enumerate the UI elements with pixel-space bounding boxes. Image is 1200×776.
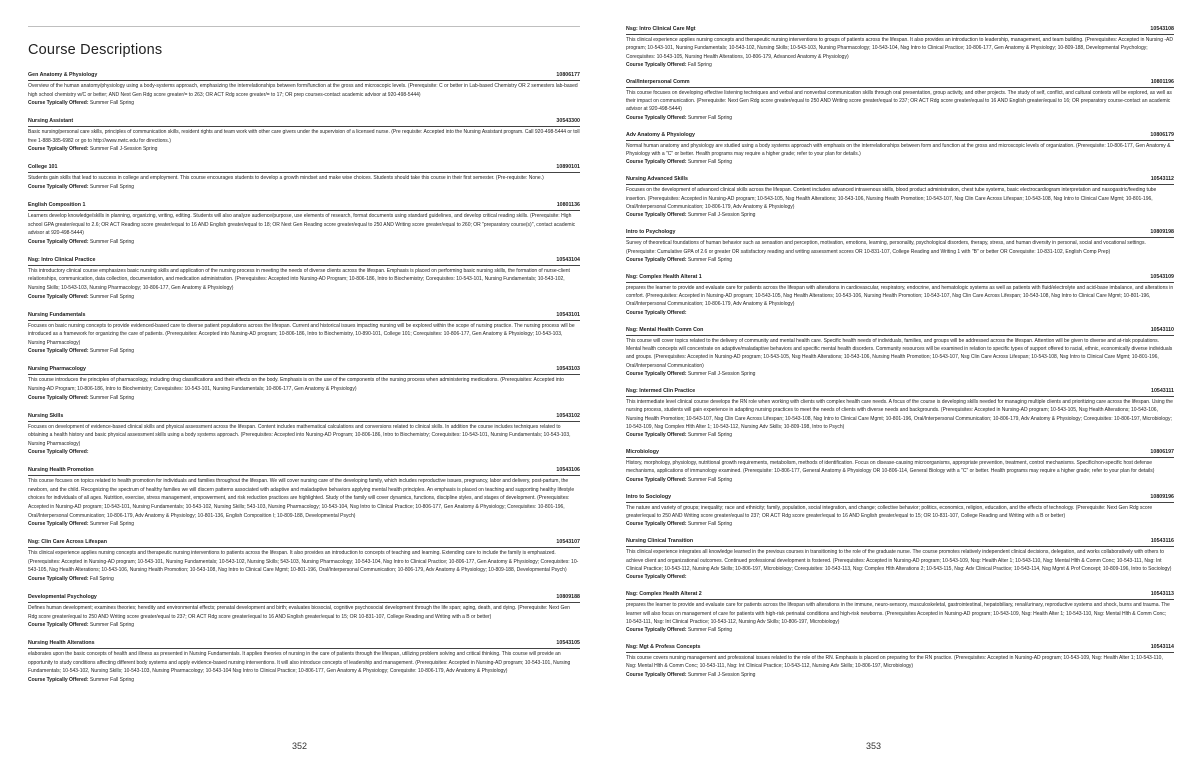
course-code: 10543108 bbox=[1150, 26, 1174, 32]
page-title: Course Descriptions bbox=[28, 42, 163, 58]
course-entry bbox=[28, 72, 580, 107]
course-description: This course covers nursing management and professional issues related to the role of the RN. Emphasis is placed on preparing for the RN practice. (Prerequisites: Accepted in Nursing-AD program; 10-543-109, Nsg: Health Alter 1; 10-543-110, Nsg: Mental Hlth & Comm Conc; 10-543-111, Nsg: Int Clinical Practice; 10-543-112, Nursing Adv Skills; 10-806-197, Microbiology) bbox=[626, 655, 1163, 670]
course-description: History, morphology, physiology, nutritional growth requirements, metabolism, methods of identification. Focus on disease-causing microorganisms, appropriate prevention, treatment, control mechanisms. Specific/non-specific host defense mechanisms, applications of immunology examined. (Prerequisite: 10-806-177, General Anatomy & Physiology OR 10-806-114, General Biology with a "C" or better. Health programs may require a higher grade; refer to your plan for details) bbox=[626, 460, 1155, 475]
course-entry bbox=[626, 26, 1174, 69]
course-name: Nursing Assistant bbox=[28, 118, 74, 125]
offered-terms: Summer Fall Spring bbox=[687, 432, 733, 439]
offered-label: Course Typically Offered: bbox=[28, 238, 89, 245]
course-offered bbox=[626, 309, 1174, 317]
course-list bbox=[28, 72, 580, 684]
offered-terms: Summer Fall Spring bbox=[89, 293, 135, 300]
course-offered bbox=[626, 431, 1174, 439]
offered-terms: Summer Fall Spring bbox=[687, 521, 733, 528]
course-header bbox=[626, 591, 1174, 600]
course-offered bbox=[28, 621, 580, 629]
course-name: Intro to Sociology bbox=[626, 493, 672, 500]
course-name: Developmental Psychology bbox=[28, 594, 97, 601]
course-header bbox=[28, 539, 580, 548]
offered-label: Course Typically Offered: bbox=[28, 394, 89, 401]
course-offered bbox=[28, 448, 580, 456]
course-header bbox=[626, 79, 1174, 88]
course-header bbox=[28, 640, 580, 649]
course-offered bbox=[626, 476, 1174, 484]
course-name: Oral/Interpersonal Comm bbox=[626, 78, 690, 85]
course-header bbox=[626, 449, 1174, 458]
course-offered bbox=[28, 99, 580, 107]
course-description: This course introduces the principles of pharmacology, including drug classifications and their effects on the body. Emphasis is on the use of the components of the nursing process when administering medications. (Prerequisites: Accepted into Nursing-AD Program; 10-806-186, Intro to Biochemistry; Corequisites: 10-543-101, Nursing Fundamentals; 10-806-177, Gen Anatomy & Physiology) bbox=[28, 377, 564, 392]
offered-label: Course Typically Offered: bbox=[626, 521, 687, 528]
course-offered bbox=[626, 158, 1174, 166]
course-header bbox=[626, 176, 1174, 185]
course-code: 10809196 bbox=[1150, 493, 1174, 500]
course-header bbox=[626, 132, 1174, 141]
course-code: 30543300 bbox=[556, 118, 580, 125]
course-header bbox=[626, 494, 1174, 503]
course-entry bbox=[626, 274, 1174, 317]
course-entry bbox=[626, 327, 1174, 378]
course-name: Nsg: Clin Care Across Lifespan bbox=[28, 539, 107, 546]
offered-terms: Summer Fall Spring bbox=[687, 256, 733, 263]
course-header bbox=[28, 72, 580, 81]
course-description: prepares the learner to provide and evaluate care for patients across the lifespan with alterations in cardiovascular, respiratory, endocrine, and hematologic systems as well as patients with fluid/electrolyte and acid-base imbalance, and alterations in comfort. (Prerequisites: Accepted in Nursing-AD program; 10-543-105, Nsg Health Alterations; 10-543-106, Nursing Health Promotion; 10-543-107, Nsg Clin Care Across Lifespan; 10-543-108, Nsg Intro to Clinical Care Mgmt; 10-801-196, Oral/Interpersonal Communication; 10-806-179, Adv Anatomy & Physiology) bbox=[626, 284, 1174, 308]
course-code: 10806197 bbox=[1150, 449, 1174, 456]
course-list bbox=[626, 26, 1174, 679]
course-offered bbox=[28, 575, 580, 583]
course-offered bbox=[28, 347, 580, 355]
course-description: This introductory clinical course emphasizes basic nursing skills and application of the nursing process in meeting the needs of diverse clients across the lifespan. Emphasis is placed on performing basic nursing skills, the formation of nurse-client relationships, communication, data collection, documentation, and medication administration. (Prerequisites: Accepted into Nursing-AD Program; 10-806-186, Intro to Biochemistry; Corequisites: 10-543-101, Nursing Fundamentals; 10-543-102, Nursing Skills; 10-543-103, Nursing Pharmacology; 10-806-177, Gen Anatomy & Physiology) bbox=[28, 267, 570, 291]
course-code: 10543114 bbox=[1150, 644, 1174, 651]
course-code: 10801196 bbox=[1150, 78, 1174, 85]
offered-terms: Summer Fall Spring bbox=[89, 348, 135, 355]
course-description: Overview of the human anatomy/physiology using a body-systems approach, emphasizing the interrelationships between form/function at the gross and microscopic levels. (Prerequisite: C or better in Lab-based Chemistry OR 2 semesters lab-based high school chemistry w/C or better; AND Next Gen Rdg score greater/= to 263; OR ACT Rdg score greater/= to 17; OR prep courses-contact academic advisor at 920-498-5444) bbox=[28, 83, 578, 98]
offered-terms: Summer Fall Spring bbox=[89, 677, 135, 683]
offered-label: Course Typically Offered: bbox=[626, 432, 687, 439]
offered-label: Course Typically Offered: bbox=[626, 671, 687, 678]
course-name: College 101 bbox=[28, 164, 58, 171]
course-description: Students gain skills that lead to success in college and employment. This course encourages students to develop a growth mindset and make wise choices. Students should take this course in their first semester. (Pre-requisite: None.) bbox=[28, 175, 544, 182]
course-header bbox=[28, 118, 580, 127]
page-number: 353 bbox=[866, 741, 882, 751]
course-offered bbox=[28, 676, 580, 684]
offered-label: Course Typically Offered: bbox=[626, 159, 687, 166]
course-code: 10543105 bbox=[556, 640, 580, 647]
offered-terms: Summer Fall Spring bbox=[687, 159, 733, 166]
course-description: This clinical experience applies nursing concepts and therapeutic nursing interventions to groups of patients across the lifespan. It also provides an introduction to leadership, management, and team building. (Prerequisites: Accepted in Nursing -AD program; 10-543-101, Nursing Fundamentals; 10-543-102, Nursing Skills; 10-543-103, Nursing Pharmacology; 10-543-104, Nsg Intro to Clinical Practice; 10-806-177, Gen Anatomy & Physiology; 10-809-188, Developmental Psychology; Corequisites: 10-543-105, Nursing Health Alterations, 10-806-179, Advanced Anatomy & Physiology) bbox=[626, 37, 1173, 60]
offered-label: Course Typically Offered: bbox=[28, 293, 89, 300]
course-code: 10809198 bbox=[1150, 229, 1174, 236]
course-name: English Composition 1 bbox=[28, 201, 86, 208]
course-code: 10543101 bbox=[556, 311, 580, 318]
offered-label: Course Typically Offered: bbox=[28, 183, 89, 190]
course-entry bbox=[28, 539, 580, 583]
course-name: Gen Anatomy & Physiology bbox=[28, 72, 98, 78]
course-entry bbox=[626, 229, 1174, 264]
offered-terms: Summer Fall Spring bbox=[89, 394, 135, 401]
course-entry bbox=[626, 494, 1174, 529]
course-header bbox=[28, 164, 580, 173]
offered-label: Course Typically Offered: bbox=[626, 574, 687, 581]
course-header bbox=[28, 413, 580, 422]
course-offered bbox=[626, 370, 1174, 378]
course-code: 10890101 bbox=[556, 164, 580, 171]
course-description: This clinical experience integrates all knowledge learned in the previous courses in transitioning to the role of the graduate nurse. The course promotes relatively independent clinical decisions, delegation, and works collaboratively with others to achieve client and organizational outcomes. Continued professional development is fostered. (Prerequisites: Accepted in Nursing-AD program; 10-543-109, Nsg: Health Alter 1; 10-543-110, Nsg: Mental Hlth & Comm Conc; 10-543-111, Nsg: Int Clinical Practice; 10-543-112, Nursing Adv Skills; 10-806-197, Microbiology; Corequisites: 10-543-113, Nsg: Complex Hlth Alterations 2; 10-543-115, Nsg: Adv Clinical Practice; 10-543-114, Nsg Mgmt & Prof Concept; 10-809-196, Intro to Sociology) bbox=[626, 549, 1172, 572]
offered-label: Course Typically Offered: bbox=[28, 348, 89, 355]
course-header bbox=[626, 26, 1174, 35]
offered-label: Course Typically Offered: bbox=[28, 677, 89, 683]
course-name: Nsg: Intro Clinical Practice bbox=[28, 256, 96, 263]
course-header bbox=[28, 467, 580, 476]
course-description: elaborates upon the basic concepts of health and illness as presented in Nursing Fundamentals. It applies theories of nursing in the care of patients through the lifespan, utilizing problem solving and critical thinking. This course will provide an opportunity to study conditions affecting different body systems and apply evidence-based nursing interventions. It will also introduce concepts of leadership and management. (Prerequisites: Accepted in Nursing-AD program; 10-543-101, Nursing Fundamentals; 10-543-102, Nursing Skills; 10-543-103, Nursing Pharmacology; 10-543-104 Nsg Intro to Clinical Practice; 10-806-177, Gen Anatomy & Physiology; Corequisite: 10-806-179, Adv Anatomy & Physiology) bbox=[28, 651, 571, 675]
offered-label: Course Typically Offered: bbox=[626, 256, 687, 263]
offered-terms: Summer Fall Spring bbox=[89, 183, 135, 190]
course-code: 10543116 bbox=[1150, 538, 1174, 545]
course-header bbox=[626, 388, 1174, 397]
course-entry bbox=[28, 118, 580, 153]
course-description: Defines human development; examines theories; heredity and environmental effects; prenatal development and birth; evaluates biosocial, cognitive psychosocial development through the life span; aging, death, and dying. (Prerequisite: Next Gen Rdg score greater/equal to 250 AND Writing score greater/equal to 237; OR ACT Rdg score greater/equal to 16 AND English greater/equal to 15; OR 10-831-107, College Reading and Writing with a B or better) bbox=[28, 605, 570, 620]
offered-label: Course Typically Offered: bbox=[28, 576, 89, 583]
offered-terms: Summer Fall J-Session Spring bbox=[687, 212, 756, 219]
top-divider bbox=[28, 26, 580, 27]
course-entry bbox=[28, 594, 580, 629]
course-code: 10543106 bbox=[556, 467, 580, 474]
course-offered bbox=[28, 394, 580, 402]
course-entry bbox=[28, 164, 580, 191]
course-offered bbox=[28, 238, 580, 246]
offered-label: Course Typically Offered: bbox=[28, 521, 89, 528]
offered-terms: Summer Fall Spring bbox=[89, 238, 135, 245]
course-name: Nsg: Intermed Clin Practice bbox=[626, 387, 696, 394]
offered-terms: Summer Fall J-Session Spring bbox=[687, 370, 756, 377]
course-code: 10543112 bbox=[1150, 176, 1174, 183]
offered-label: Course Typically Offered: bbox=[626, 627, 687, 634]
offered-terms: Summer Fall Spring bbox=[687, 476, 733, 483]
course-offered bbox=[626, 626, 1174, 634]
course-description: Focuses on the development of advanced clinical skills across the lifespan. Content includes advanced intravenous skills, blood product administration, chest tube systems, basic electrocardiogram interpretation and nasogastric/feeding tube insertion. (Prerequisites: Accepted in Nursing-AD program; 10-543-105, Nsg Health Alterations; 10-543-106, Nursing Health Promotion; 10-543-107, Nsg Clin Care Across Lifespan; 10-543-108, Nsg Intro to Clinical Care Mgmt; 10-801-196, Oral/Interpersonal Communication; 10-806-179, Adv Anatomy & Physiology) bbox=[626, 187, 1157, 210]
course-offered bbox=[626, 520, 1174, 528]
course-entry bbox=[28, 257, 580, 301]
course-offered bbox=[28, 293, 580, 301]
course-header bbox=[28, 202, 580, 211]
course-offered bbox=[626, 573, 1174, 581]
course-code: 10806177 bbox=[556, 72, 580, 78]
course-code: 10543104 bbox=[556, 256, 580, 263]
course-code: 10543109 bbox=[1150, 273, 1174, 280]
offered-label: Course Typically Offered: bbox=[626, 61, 687, 68]
course-code: 10809188 bbox=[556, 594, 580, 601]
course-offered bbox=[28, 520, 580, 528]
course-name: Nursing Fundamentals bbox=[28, 311, 86, 318]
course-name: Nursing Skills bbox=[28, 412, 64, 419]
course-entry bbox=[626, 132, 1174, 167]
course-offered bbox=[626, 211, 1174, 219]
course-description: This course focuses on developing effective listening techniques and verbal and nonverbal communication skills through oral presentation, group activity, and other projects. The study of self, conflict, and cultural contexts will be explored, as well as their impact on communication. (Prerequisite: Next Gen Rdg score greater/equal to 250 AND Writing score greater/equal to 237; OR ACT Rdg score greater/equal to 16 AND English greater/equal to 16; OR preparatory course-contact an academic advisor at 920-498-5444) bbox=[626, 89, 1172, 113]
course-name: Nursing Health Alterations bbox=[28, 640, 95, 647]
course-description: Learners develop knowledge/skills in planning, organizing, writing, editing. Students will also analyze audience/purpose, use elements of research, format documents using standard guidelines, and develop critical reading skills. (Prerequisite: High school GPA greater/equal to 2.6; OR ACT Reading score greater/equal to 16 AND English greater/equal to 18; OR Next Gen Reading score greater/equal to 250 AND Writing score greater/equal to 260; OR "preparatory course(s)", contact academic advisor at 920-498-5444) bbox=[28, 212, 576, 237]
course-name: Nursing Advanced Skills bbox=[626, 176, 688, 183]
offered-label: Course Typically Offered: bbox=[626, 114, 687, 121]
course-name: Intro to Psychology bbox=[626, 229, 676, 236]
course-description: This intermediate level clinical course develops the RN role when working with clients with complex health care needs. A focus of the course is developing skills needed for managing multiple clients and prioritizing care across the lifespan. Using the nursing process, students will gain experience in adapting nursing practices to meet the needs of clients with diverse needs and backgrounds. (Prerequisites: Accepted in Nursing-AD program; 10-543-105, Nsg Health Alterations; 10-543-106, Nursing Health Promotion; 10-543-107, Nsg Clin Care Across Lifespan; 10-543-108, Nsg Intro to Clinical Care Mgmt; 10-801-196, Oral/Interpersonal Communication; 10-806-179, Adv Anatomy & Physiology; Corequisites: 10-806-197, Microbiology; 10-543-109, Nsg Complex Hlth Alter 1; 10-543-112, Nursing Adv Skills; 10-809-198, Intro to Psych) bbox=[626, 398, 1173, 430]
course-header bbox=[626, 327, 1174, 336]
course-description: Basic nursing/personal care skills, principles of communication skills, resident rights and team work with other care givers under the supervision of a licensed nurse. (Pre requisite: Accepted into the Nursing Assistant program. Call 920-498-5444 or toll free 1-888-385-6982 or go to http://www.nwtc.edu for directions.) bbox=[28, 129, 580, 144]
course-description: Focuses on development of evidence-based clinical skills and physical assessment across the lifespan. Content includes mathematical calculations and conversions related to clinical skills. In addition the course includes techniques related to obtaining a health history and basic physical assessment skills using a body systems approach. (Prerequisites: Accepted into Nursing-AD Program; 10-806-186, Intro to Biochemistry; Corequisites: 10-543-101, Nursing Fundamentals; 10-543-103, Nursing Pharmacology) bbox=[28, 423, 571, 447]
course-offered bbox=[626, 61, 1174, 69]
course-description: Survey of theoretical foundations of human behavior such as sensation and perception, motivation, emotions, learning, personality, psychological disorders, therapy, stress, and human diversity in personal, social and vocational settings. (Prerequisite: Cumulative GPA of 2.6 or greater OR satisfactory reading and writing assessment scores OR 10-831-107, College Reading and Writing 1 with "B" or better OR Corequisite: 10-831-102, English Comp Prep) bbox=[626, 240, 1146, 255]
course-header bbox=[626, 274, 1174, 283]
offered-terms: Summer Fall Spring bbox=[687, 114, 733, 121]
course-offered bbox=[626, 256, 1174, 264]
course-offered bbox=[28, 145, 580, 153]
course-code: 10543110 bbox=[1150, 326, 1174, 333]
offered-terms: Fall Spring bbox=[687, 61, 712, 68]
offered-label: Course Typically Offered: bbox=[28, 449, 89, 456]
course-header bbox=[626, 538, 1174, 547]
course-offered bbox=[626, 114, 1174, 122]
course-code: 10806179 bbox=[1150, 131, 1174, 138]
course-header bbox=[626, 229, 1174, 238]
offered-label: Course Typically Offered: bbox=[28, 100, 89, 107]
offered-label: Course Typically Offered: bbox=[626, 309, 687, 316]
course-name: Nursing Clinical Transition bbox=[626, 538, 694, 545]
offered-terms: Summer Fall J-Session Spring bbox=[687, 671, 756, 678]
course-entry bbox=[626, 176, 1174, 219]
offered-label: Course Typically Offered: bbox=[28, 146, 89, 153]
course-description: This course focuses on topics related to health promotion for individuals and families throughout the lifespan. We will cover nursing care of the developing family, which includes reproductive issues, pregnancy, labor and delivery, post-partum, the newborn, and the child. Recognizing the spectrum of healthy families we will discern patterns associated with adaptive and maladaptive behaviors applying mental health principles. An emphasis is placed on teaching and supporting healthy lifestyle choices for individuals of all ages. Nutrition, exercise, stress management, empowerment, and risk reduction practices are highlighted. Study of the family will cover dynamics, functions, discipline styles, and stages of development. (Prerequisites: Accepted in Nursing-AD program; 10-543-101, Nursing Fundamentals; 10-543-102, Nursing Skills; 543-103, Nursing Pharmacology; 10-543-104, Nsg Intro to Clinical Practice; 10-806-177, Gen Anatomy & Physiology; Corequisites: 10-801-196, Oral/Interpersonal Communication; 10-806-179, Adv Anatomy & Physiology; 10-801-136, English Composition I; 10-809-188, Developmental Psych) bbox=[28, 478, 575, 519]
course-name: Nsg: Complex Health Alterat 2 bbox=[626, 591, 702, 598]
offered-terms: Summer Fall Spring bbox=[89, 622, 135, 629]
course-name: Nsg: Intro Clinical Care Mgt bbox=[626, 26, 696, 32]
course-code: 10543113 bbox=[1150, 591, 1174, 598]
course-description: This course will cover topics related to the delivery of community and mental health care. Specific health needs of individuals, families, and groups will be addressed across the lifespan. Attention will be given to diverse and at-risk populations. Mental health concepts will concentrate on adaptive/maladaptive behaviors and specific mental health disorders. Community resources will be examined in relation to specific types of support offered to racial, ethnic, economically diverse individuals and groups. (Prerequisites: Accepted in Nursing-AD program; 10-543-105, Nsg Health Alterations; 10-543-106, Nursing Health Promotion; 10-543-107, Nsg Clin Care Across Lifespan; 10-543-108, Nsg Intro to Clinical Care Mgmt; 10-801-196, Oral/Interpersonal Communication) bbox=[626, 337, 1173, 369]
course-offered bbox=[626, 671, 1174, 679]
offered-label: Course Typically Offered: bbox=[28, 622, 89, 629]
course-description: prepares the learner to provide and evaluate care for patients across the lifespan with alterations in the immune, neuro-sensory, musculoskeletal, gastrointestinal, hepatobiliary, renal/urinary, reproductive systems and shock, burns and trauma. The learner will also focus on management of care for patients with high-risk perinatal conditions and high-risk newborns. (Prerequisites Accepted in Nursing-AD program; 10-543-109, Nsg: Health Alter 1; 10-543-110, Nsg: Mental Hlth & Comm Conc; 10-543-111, Nsg: Int Clinical Practice; 10-543-112, Nursing Adv Skills; 10-806-197, Microbiology) bbox=[626, 602, 1170, 625]
course-description: Focuses on basic nursing concepts to provide evidenced-based care to diverse patient populations across the lifespan. Current and historical issues impacting nursing will be explored within the scope of nursing practice. The nursing process will be introduced as a framework for organizing the care of patients. (Prerequisites: Accepted into Nursing-AD program; 10-806-186, Intro to Biochemistry, 10-890-101, College 101; Corequisites: 10-806-177, Gen Anatomy & Physiology; 10-543-103, Nursing Pharmacology) bbox=[28, 322, 575, 346]
course-code: 10543102 bbox=[556, 412, 580, 419]
course-entry bbox=[626, 388, 1174, 439]
course-name: Nursing Health Promotion bbox=[28, 467, 94, 474]
course-code: 10543107 bbox=[556, 539, 580, 546]
offered-terms: Summer Fall Spring bbox=[687, 627, 733, 634]
course-entry bbox=[28, 366, 580, 401]
offered-label: Course Typically Offered: bbox=[626, 370, 687, 377]
course-name: Nsg: Mgt & Profess Concepts bbox=[626, 644, 701, 651]
course-name: Nsg: Complex Health Alterat 1 bbox=[626, 273, 702, 280]
course-description: Normal human anatomy and physiology are studied using a body systems approach with emphasis on the interrelationships between form and function at the gross and microscopic levels of organization. (Prerequisite: 10-806-177, Gen Anatomy & Physiology with a "C" or better. Health programs may require a higher grade; refer to your plan for details.) bbox=[626, 142, 1171, 158]
offered-terms: Fall Spring bbox=[89, 576, 114, 583]
offered-terms: Summer Fall Spring bbox=[89, 100, 135, 107]
course-entry bbox=[28, 467, 580, 528]
course-header bbox=[626, 644, 1174, 653]
course-entry bbox=[28, 640, 580, 684]
course-entry bbox=[28, 312, 580, 356]
course-header bbox=[28, 594, 580, 603]
course-header bbox=[28, 257, 580, 266]
offered-terms: Summer Fall Spring bbox=[89, 521, 135, 528]
page-number: 352 bbox=[292, 741, 308, 751]
course-name: Microbiology bbox=[626, 449, 659, 456]
course-code: 10543111 bbox=[1151, 387, 1174, 394]
course-entry bbox=[626, 449, 1174, 484]
course-code: 10543103 bbox=[556, 366, 580, 373]
course-offered bbox=[28, 183, 580, 191]
course-entry bbox=[626, 79, 1174, 122]
offered-label: Course Typically Offered: bbox=[626, 212, 687, 219]
course-entry bbox=[28, 413, 580, 457]
course-entry bbox=[28, 202, 580, 246]
course-entry bbox=[626, 644, 1174, 679]
course-entry bbox=[626, 538, 1174, 581]
course-description: This clinical experience applies nursing concepts and therapeutic nursing interventions to patients across the lifespan. It also provides an introduction to concepts of teaching and learning. Extending care to include the family is emphasized. (Prerequisites: Accepted in Nursing-AD program; 10-543-101, Nursing Fundamentals; 10-543-102, Nursing Skills; 543-103, Nursing Pharmacology; 10-543-104, Nsg Intro to Clinical Practice; 10-806-177, Gen Anatomy & Physiology; Corequisites: 10-543-105, Nsg Health Alterations; 10-543-106, Nursing Health Promotion; 10-543-108, Nsg Intro to Clinical Care Mgmt; 10-801-196, Oral/Interpersonal Communication; 10-806-179, Adv Anatomy & Physiology; 10-809-188, Developmental Psych) bbox=[28, 550, 579, 574]
right-page bbox=[600, 0, 1200, 776]
course-header bbox=[28, 312, 580, 321]
course-name: Nursing Pharmacology bbox=[28, 366, 86, 373]
course-code: 10801136 bbox=[556, 201, 580, 208]
course-description: The nature and variety of groups; inequality; race and ethnicity; family, population, social integration, and change; collective behavior; politics, economics, religion, education, and the effects of technology. (Prerequisite: Next Gen Rdg score greater/equal to 250 AND Writing score greater/equal to 237; OR ACT Rdg score greater/equal to 16 AND English greater/equal to 15; OR 10-831-107, College Reading and Writing with a B or better) bbox=[626, 504, 1153, 520]
course-name: Nsg: Mental Health Comm Con bbox=[626, 326, 704, 333]
offered-terms: Summer Fall J-Session Spring bbox=[89, 146, 158, 153]
course-header bbox=[28, 366, 580, 375]
course-entry bbox=[626, 591, 1174, 634]
course-name: Adv Anatomy & Physiology bbox=[626, 131, 695, 138]
offered-label: Course Typically Offered: bbox=[626, 476, 687, 483]
